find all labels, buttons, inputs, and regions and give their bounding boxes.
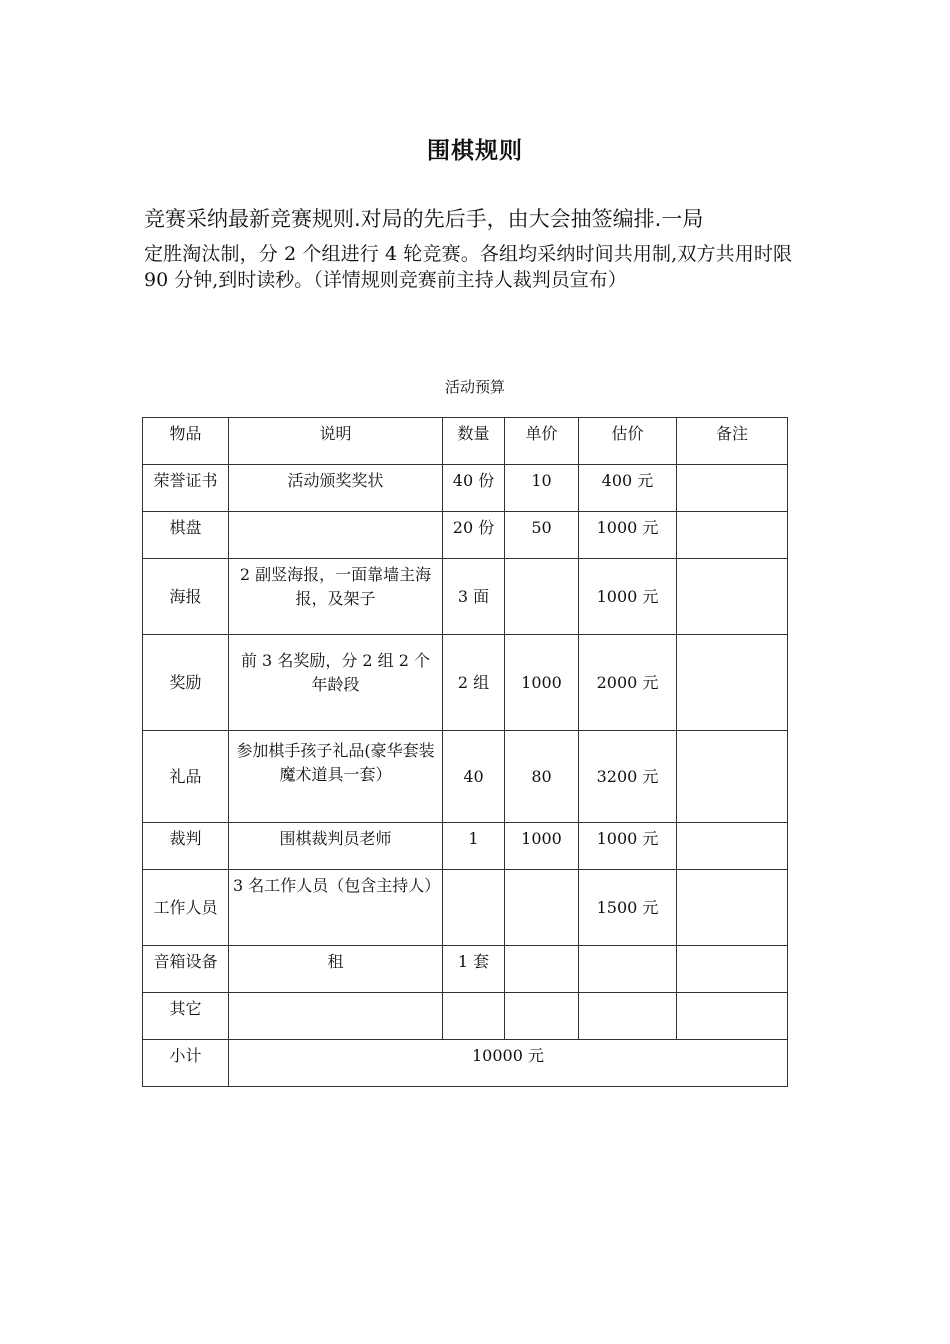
table-cell: 前 3 名奖励，分 2 组 2 个年龄段 [229, 635, 443, 731]
table-cell: 1000 元 [579, 512, 677, 559]
table-cell: 1000 [505, 635, 579, 731]
table-row [143, 512, 788, 559]
rules-paragraph-body: 定胜淘汰制，分 2 个组进行 4 轮竞赛。各组均采纳时间共用制,双方共用时限 90 分钟,到时读秒。（详情规则竞赛前主持人裁判员宣布） [144, 243, 792, 291]
table-cell: 40 [443, 731, 505, 823]
table-cell: 1500 元 [579, 870, 677, 946]
table-cell: 50 [505, 512, 579, 559]
table-cell: 2 组 [443, 635, 505, 731]
table-cell [677, 823, 788, 870]
table-cell [677, 870, 788, 946]
table-cell: 其它 [143, 993, 229, 1040]
table-cell: 租 [229, 946, 443, 993]
table-cell [579, 993, 677, 1040]
table-cell: 荣誉证书 [143, 465, 229, 512]
table-cell [443, 870, 505, 946]
subtotal-value: 10000 元 [229, 1040, 788, 1087]
table-cell: 音箱设备 [143, 946, 229, 993]
table-cell: 1000 元 [579, 559, 677, 635]
table-cell [677, 559, 788, 635]
header-cell: 估价 [579, 418, 677, 465]
table-cell [505, 559, 579, 635]
table-cell: 海报 [143, 559, 229, 635]
table-cell: 1 套 [443, 946, 505, 993]
table-cell: 2 副竖海报，一面靠墙主海报，及架子 [229, 559, 443, 635]
table-cell: 棋盘 [143, 512, 229, 559]
table-cell [505, 870, 579, 946]
table-cell [677, 993, 788, 1040]
table-cell: 40 份 [443, 465, 505, 512]
table-cell: 参加棋手孩子礼品(豪华套装魔术道具一套） [229, 731, 443, 823]
table-cell: 1000 [505, 823, 579, 870]
document-title: 围棋规则 [427, 138, 523, 164]
table-cell: 20 份 [443, 512, 505, 559]
table-cell [229, 512, 443, 559]
table-cell [505, 993, 579, 1040]
table-cell [677, 731, 788, 823]
table-cell: 工作人员 [143, 870, 229, 946]
rules-paragraph-line1: 竞赛采纳最新竞赛规则.对局的先后手，由大会抽签编排.一局 [144, 207, 704, 231]
table-cell: 3 名工作人员（包含主持人） [229, 870, 443, 946]
table-cell [677, 635, 788, 731]
header-cell: 单价 [505, 418, 579, 465]
table-cell [505, 946, 579, 993]
table-cell: 400 元 [579, 465, 677, 512]
table-row [143, 946, 788, 993]
subtotal-label: 小计 [143, 1040, 229, 1087]
table-row [143, 993, 788, 1040]
table-cell [579, 946, 677, 993]
table-row [143, 731, 788, 823]
table-cell: 活动颁奖奖状 [229, 465, 443, 512]
table-cell: 礼品 [143, 731, 229, 823]
header-cell: 备注 [677, 418, 788, 465]
table-cell: 3 面 [443, 559, 505, 635]
table-row [143, 559, 788, 635]
header-cell: 说明 [229, 418, 443, 465]
subtotal-row [143, 1040, 788, 1087]
budget-table [142, 417, 788, 1087]
table-cell: 裁判 [143, 823, 229, 870]
table-cell [677, 512, 788, 559]
table-row [143, 870, 788, 946]
table-caption: 活动预算 [444, 378, 505, 396]
header-cell: 物品 [143, 418, 229, 465]
table-cell: 1000 元 [579, 823, 677, 870]
table-header-row [143, 418, 788, 465]
table-cell [229, 993, 443, 1040]
table-row [143, 823, 788, 870]
table-cell [443, 993, 505, 1040]
table-cell: 2000 元 [579, 635, 677, 731]
table-cell: 10 [505, 465, 579, 512]
header-cell: 数量 [443, 418, 505, 465]
table-cell: 围棋裁判员老师 [229, 823, 443, 870]
table-row [143, 635, 788, 731]
table-cell: 1 [443, 823, 505, 870]
table-cell [677, 946, 788, 993]
table-cell: 奖励 [143, 635, 229, 731]
table-cell: 80 [505, 731, 579, 823]
table-row [143, 465, 788, 512]
table-cell [677, 465, 788, 512]
table-cell: 3200 元 [579, 731, 677, 823]
